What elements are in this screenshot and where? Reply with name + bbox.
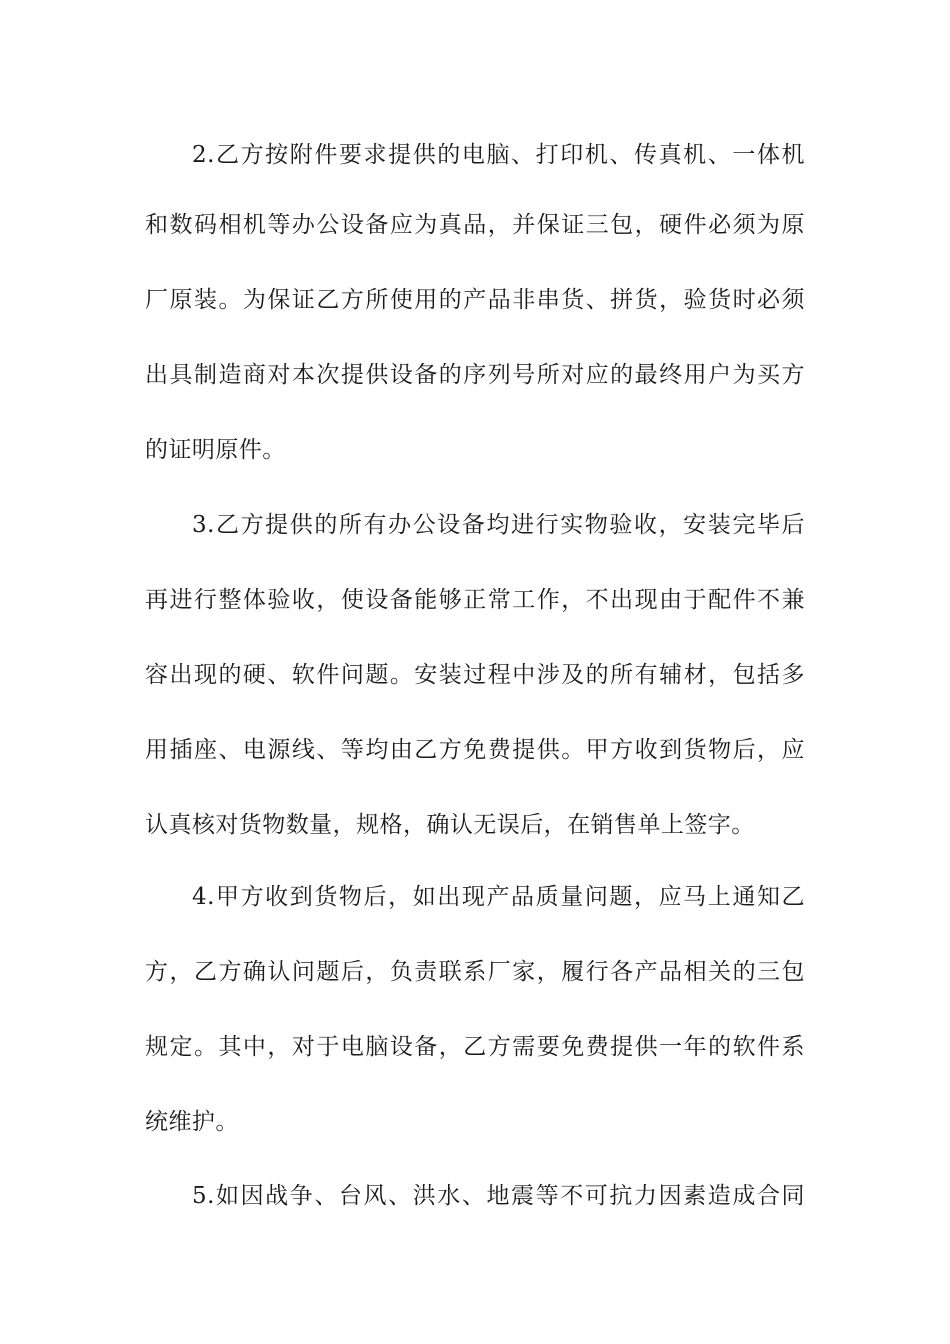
clause-3-line-4: 用插座、电源线、等均由乙方免费提供。甲方收到货物后，应 [145, 737, 805, 763]
clause-3-line-2: 再进行整体验收，使设备能够正常工作，不出现由于配件不兼 [145, 587, 805, 613]
clause-5-line-1: 5.如因战争、台风、洪水、地震等不可抗力因素造成合同 [192, 1183, 805, 1209]
clause-3-line-1: 3.乙方提供的所有办公设备均进行实物验收，安装完毕后 [192, 512, 805, 538]
clause-4-line-3: 规定。其中，对于电脑设备，乙方需要免费提供一年的软件系 [145, 1034, 805, 1060]
clause-3-line-5: 认真核对货物数量，规格，确认无误后，在销售单上签字。 [145, 812, 755, 838]
clause-4-line-2: 方，乙方确认问题后，负责联系厂家，履行各产品相关的三包 [145, 959, 805, 985]
clause-4-line-1: 4.甲方收到货物后，如出现产品质量问题，应马上通知乙 [192, 884, 805, 910]
clause-2-line-3: 厂原装。为保证乙方所使用的产品非串货、拼货，验货时必须 [145, 287, 805, 313]
clause-2-line-4: 出具制造商对本次提供设备的序列号所对应的最终用户为买方 [145, 362, 805, 388]
clause-2-line-5: 的证明原件。 [145, 437, 286, 463]
clause-2-line-1: 2.乙方按附件要求提供的电脑、打印机、传真机、一体机 [192, 142, 805, 168]
clause-4-line-4: 统维护。 [145, 1109, 239, 1135]
clause-2-line-2: 和数码相机等办公设备应为真品，并保证三包，硬件必须为原 [145, 212, 805, 238]
clause-3-line-3: 容出现的硬、软件问题。安装过程中涉及的所有辅材，包括多 [145, 662, 805, 688]
